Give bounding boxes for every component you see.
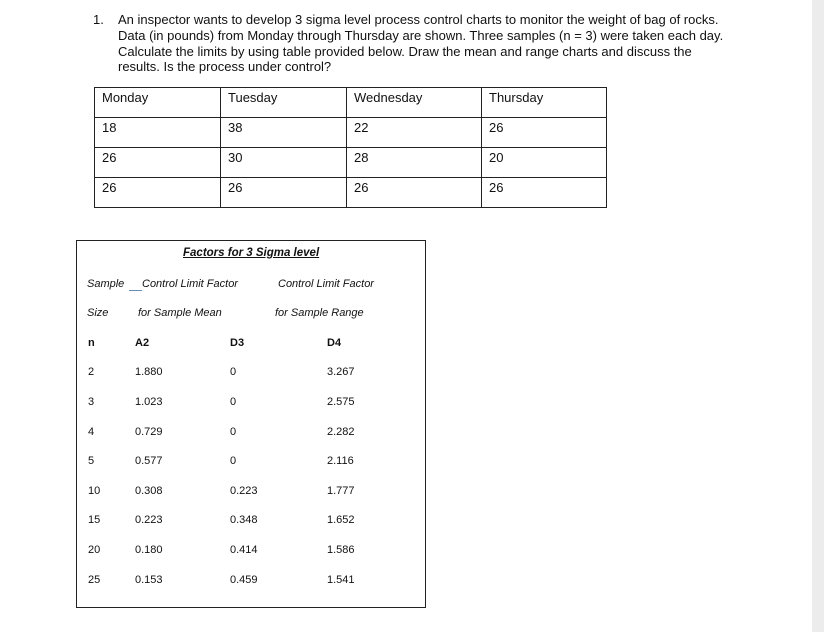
row-n: 5 (88, 455, 95, 467)
header-wednesday: Wednesday (347, 88, 482, 118)
factors-title: Factors for 3 Sigma level (183, 247, 320, 259)
row-d3: 0 (230, 455, 237, 467)
row-a2: 1.880 (135, 366, 163, 378)
question-text: An inspector wants to develop 3 sigma level process control charts to monitor the weight of bag of rocks. Data (in pounds) from Monday through Thursday are shown. Three samples (n = 3) were taken each day. Calculate the limits by using table provided below. Draw the mean and range charts and discuss the results. Is the process under control? (118, 12, 724, 75)
row-a2: 0.729 (135, 426, 163, 438)
row-d4: 1.541 (327, 574, 355, 586)
table-cell: 26 (482, 118, 607, 148)
col-header-d3: D3 (230, 337, 245, 349)
row-d3: 0 (230, 396, 237, 408)
table-cell: 26 (347, 178, 482, 208)
mean-label-line1: Control Limit Factor (142, 278, 238, 290)
underline-spacer (129, 278, 142, 291)
col-header-a2: A2 (135, 337, 150, 349)
row-d4: 2.282 (327, 426, 355, 438)
row-a2: 0.308 (135, 485, 163, 497)
row-d3: 0 (230, 426, 237, 438)
table-cell: 28 (347, 148, 482, 178)
table-cell: 22 (347, 118, 482, 148)
table-cell: 30 (221, 148, 347, 178)
table-cell: 26 (221, 178, 347, 208)
row-d3: 0.459 (230, 574, 258, 586)
row-d4: 1.586 (327, 544, 355, 556)
row-a2: 0.223 (135, 514, 163, 526)
header-thursday: Thursday (482, 88, 607, 118)
row-n: 2 (88, 366, 95, 378)
row-d4: 2.575 (327, 396, 355, 408)
row-n: 4 (88, 426, 95, 438)
scrollbar-track[interactable] (812, 0, 824, 632)
table-header-row (95, 88, 607, 118)
row-d4: 3.267 (327, 366, 355, 378)
row-d3: 0.348 (230, 514, 258, 526)
header-tuesday: Tuesday (221, 88, 347, 118)
factors-table (76, 240, 426, 608)
table-row (95, 118, 607, 148)
row-n: 25 (88, 574, 101, 586)
table-cell: 26 (95, 178, 221, 208)
row-n: 3 (88, 396, 95, 408)
table-cell: 26 (95, 148, 221, 178)
row-n: 10 (88, 485, 101, 497)
weight-data-table (94, 87, 607, 208)
row-d4: 1.777 (327, 485, 355, 497)
table-cell: 26 (482, 178, 607, 208)
question-block (93, 12, 733, 75)
table-cell: 20 (482, 148, 607, 178)
row-n: 15 (88, 514, 101, 526)
row-a2: 0.180 (135, 544, 163, 556)
table-row (95, 148, 607, 178)
row-a2: 1.023 (135, 396, 163, 408)
table-row (95, 178, 607, 208)
header-monday: Monday (95, 88, 221, 118)
size-label: Size (87, 307, 109, 319)
sample-label: Sample (87, 278, 125, 290)
range-label-line1: Control Limit Factor (278, 278, 374, 290)
row-d4: 2.116 (327, 455, 354, 467)
row-a2: 0.577 (135, 455, 163, 467)
row-d4: 1.652 (327, 514, 355, 526)
question-number: 1. (93, 12, 104, 27)
table-cell: 18 (95, 118, 221, 148)
table-cell: 38 (221, 118, 347, 148)
col-header-n: n (88, 337, 95, 349)
range-label-line2: for Sample Range (275, 307, 364, 319)
col-header-d4: D4 (327, 337, 342, 349)
row-d3: 0 (230, 366, 237, 378)
row-d3: 0.223 (230, 485, 258, 497)
row-n: 20 (88, 544, 101, 556)
row-a2: 0.153 (135, 574, 163, 586)
row-d3: 0.414 (230, 544, 258, 556)
mean-label-line2: for Sample Mean (138, 307, 222, 319)
